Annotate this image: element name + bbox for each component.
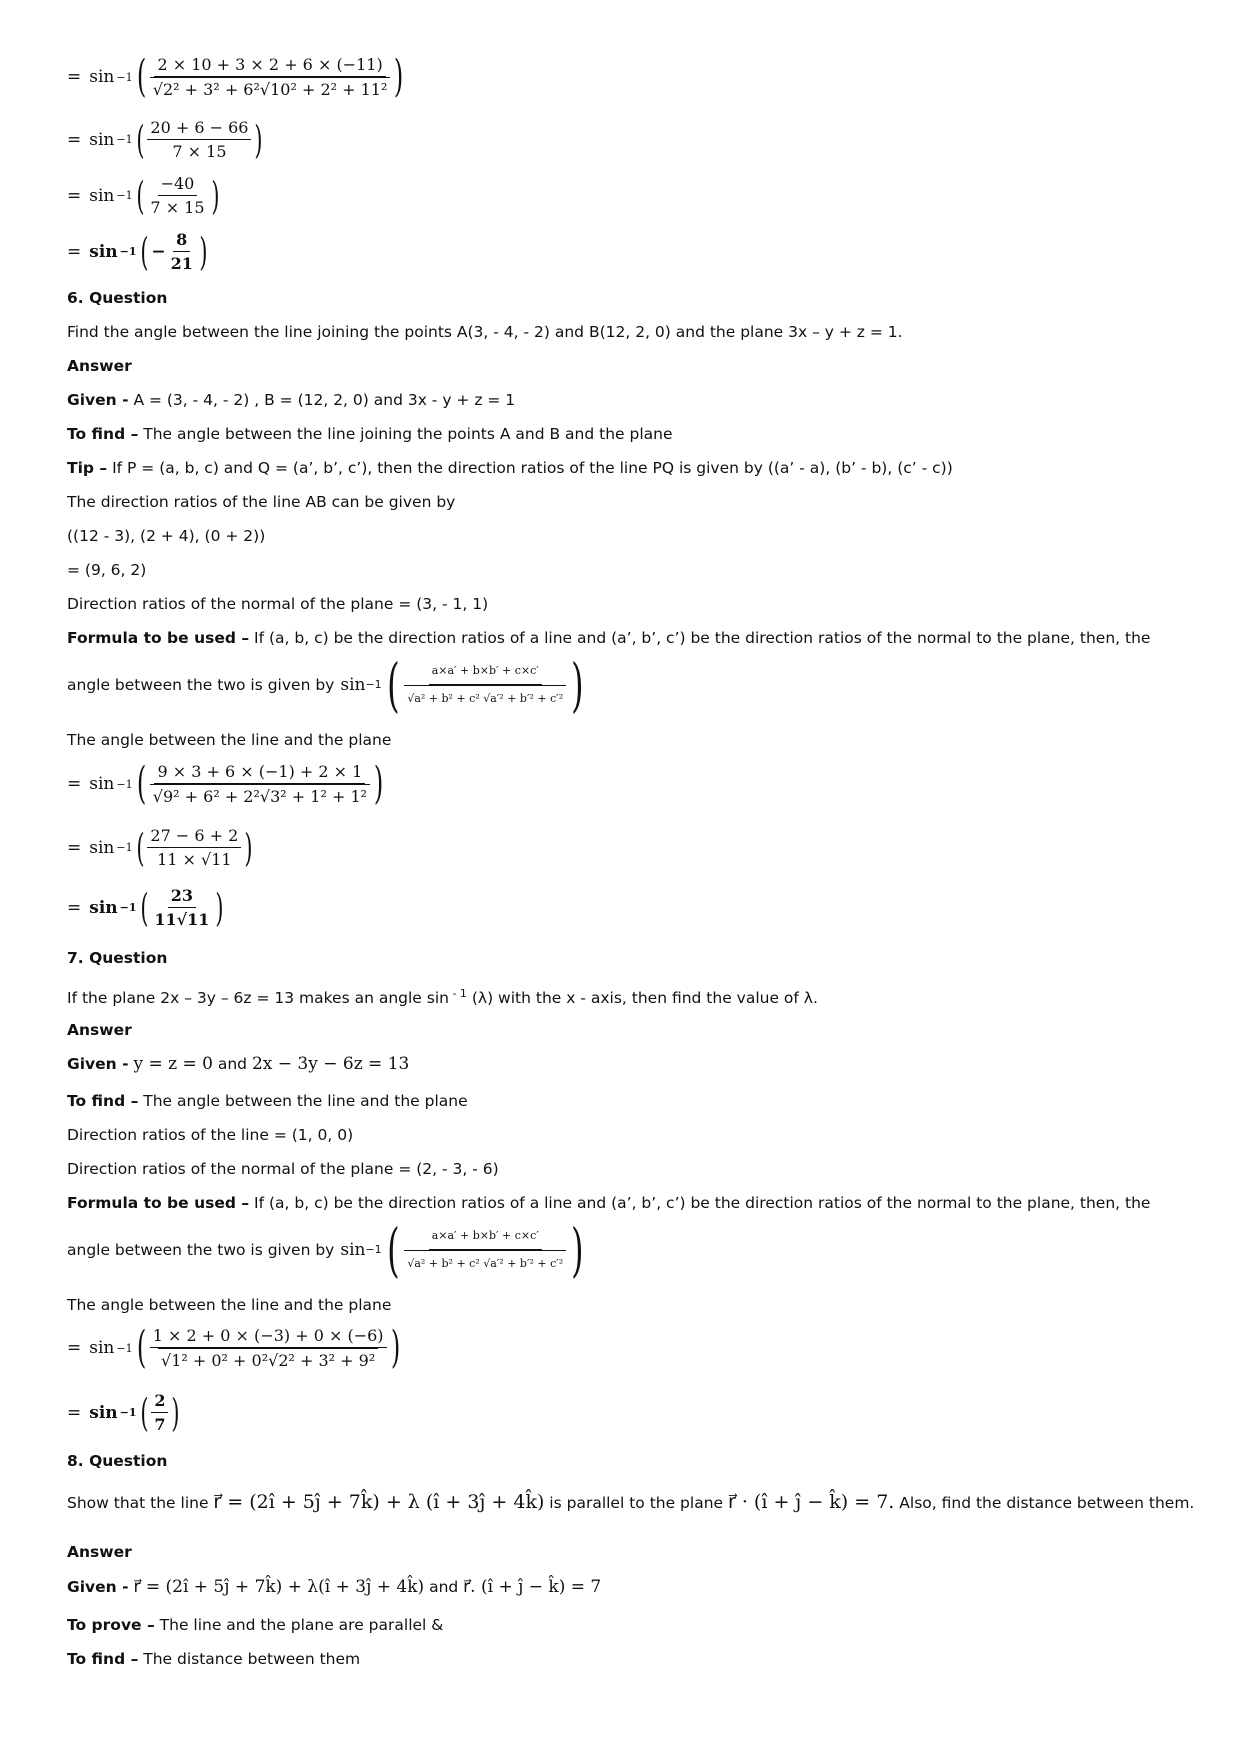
calc-line-3: = sin −1 ( $\frac{-40}{7 \times 15}$ ) [67,173,220,218]
q8-given: Given - r⃗ = (2î + 5ĵ + 7k̂) + λ(î + 3ĵ + 4k̂) and r⃗. (î + ĵ − k̂) = 7 [67,1577,602,1597]
q7-question: If the plane 2x – 3y – 6z = 13 makes an angle sin $^{- 1}$ (λ) with the x - axis, then find the value of λ. [67,987,818,1008]
q7-formula-line2: angle between the two is given by sin −1 ( $\frac{a\times a' + b\times b' + c\times c'}{\text{√a² + b² + c² √a′² + b′² + c′²}}$ ) [67,1216,584,1284]
q7-heading: 7. Question [67,949,168,967]
q8-question: Show that the line r⃗ = (2î + 5ĵ + 7k̂) + λ (î + 3ĵ + 4k̂) is parallel to the plane r⃗ · (î + ĵ − k̂) = 7. Also, find the distance between them. [67,1491,1195,1513]
q6-given: Given - A = (3, - 4, - 2) , B = (12, 2, 0) and 3x - y + z = 1 [67,391,516,409]
q7-given: Given - y = z = 0 and 2x − 3y − 6z = 13 [67,1054,410,1074]
q8-heading: 8. Question [67,1452,168,1470]
fraction: $\frac{-40}{7 \times 15}$ [150,174,205,217]
q8-answer-label: Answer [67,1543,132,1561]
fraction: $\frac{23}{11√11}$ [154,886,210,929]
fraction: $\frac{2 \times 10 + 3 \times 2 + 6 \times (-11)}{\text{√2² + 3² + 6²√10² + 2² + 11²}}$ [150,55,391,99]
q7-calc-2-result: = sin −1 ( $\frac{2}{7}$ ) [67,1390,180,1435]
q8-to-find: To find – The distance between them [67,1650,361,1668]
q7-answer-label: Answer [67,1021,132,1039]
q6-tip: Tip – If P = (a, b, c) and Q = (a’, b’, c’), then the direction ratios of the line PQ is given by ((a’ - a), (b’ - b), (c’ - c)) [67,459,953,477]
q7-dr-line: Direction ratios of the line = (1, 0, 0) [67,1126,354,1144]
q6-dr-normal: Direction ratios of the normal of the plane = (3, - 1, 1) [67,595,489,613]
fraction: $\frac{27 - 6 + 2}{11 \times √11}$ [147,826,241,869]
fraction: $\frac{9 \times 3 + 6 \times (-1) + 2 \times 1}{\text{√9² + 6² + 2²√3² + 1² + 1²}}$ [150,762,370,806]
q6-answer-label: Answer [67,357,132,375]
fraction: $\frac{20 + 6 - 66}{7 \times 15}$ [147,118,251,161]
q6-heading: 6. Question [67,289,168,307]
q7-formula: Formula to be used – If (a, b, c) be the direction ratios of a line and (a’, b’, c’) be the direction ratios of the normal to the plane, then, the [67,1194,1151,1212]
q6-formula: Formula to be used – If (a, b, c) be the direction ratios of a line and (a’, b’, c’) be the direction ratios of the normal to the plane, then, the [67,629,1151,647]
formula-fraction: $\frac{a\times a' + b\times b' + c\times c'}{\text{√a² + b² + c² √a′² + b′² + c′²}}$ [404,660,566,710]
q6-to-find: To find – The angle between the line joining the points A and B and the plane [67,425,673,443]
q6-question: Find the angle between the line joining the points A(3, - 4, - 2) and B(12, 2, 0) and the plane 3x – y + z = 1. [67,323,903,341]
fraction: $\frac{1 \times 2 + 0 \times (-3) + 0 \times (-6)}{\text{√1² + 0² + 0²√2² + 3² + 9²}}$ [150,1326,387,1370]
q6-dr-result: = (9, 6, 2) [67,561,147,579]
q7-angle-intro: The angle between the line and the plane [67,1296,392,1314]
formula-fraction: $\frac{a\times a' + b\times b' + c\times c'}{\text{√a² + b² + c² √a′² + b′² + c′²}}$ [404,1225,566,1275]
calc-line-4-result: = sin −1 ( − $\frac{8}{21}$ ) [67,229,208,274]
q6-angle-intro: The angle between the line and the plane [67,731,392,749]
q6-calc-2: = sin −1 ( $\frac{27 - 6 + 2}{11 \times √11}$ ) [67,825,253,870]
fraction: $\frac{2}{7}$ [151,1391,168,1434]
q8-to-prove: To prove – The line and the plane are parallel & [67,1616,444,1634]
q6-calc-1: = sin −1 ( $\frac{9 \times 3 + 6 \times (-1) + 2 \times 1}{\text{√9² + 6² + 2²√3² + 1² + 1²}}$ ) [67,758,384,809]
q6-calc-3-result: = sin −1 ( $\frac{23}{11√11}$ ) [67,885,224,930]
fraction: $\frac{8}{21}$ [170,230,193,273]
q7-dr-normal: Direction ratios of the normal of the plane = (2, - 3, - 6) [67,1160,499,1178]
calc-line-2: = sin −1 ( $\frac{20 + 6 - 66}{7 \times 15}$ ) [67,117,263,162]
q6-dr-expression: ((12 - 3), (2 + 4), (0 + 2)) [67,527,266,545]
q7-to-find: To find – The angle between the line and the plane [67,1092,468,1110]
q6-dr-intro: The direction ratios of the line AB can be given by [67,493,456,511]
calc-line-1: = sin −1 ( $\frac{2 \times 10 + 3 \times 2 + 6 \times (-11)}{\text{√2² + 3² + 6²√10² + 2² + 11²}}$ ) [67,51,404,102]
q6-formula-line2: angle between the two is given by sin −1 ( $\frac{a\times a' + b\times b' + c\times c'}{\text{√a² + b² + c² √a′² + b′² + c′²}}$ ) [67,651,584,719]
q7-calc-1: = sin −1 ( $\frac{1 \times 2 + 0 \times (-3) + 0 \times (-6)}{\text{√1² + 0² + 0²√2² + 3² + 9²}}$ ) [67,1322,400,1373]
